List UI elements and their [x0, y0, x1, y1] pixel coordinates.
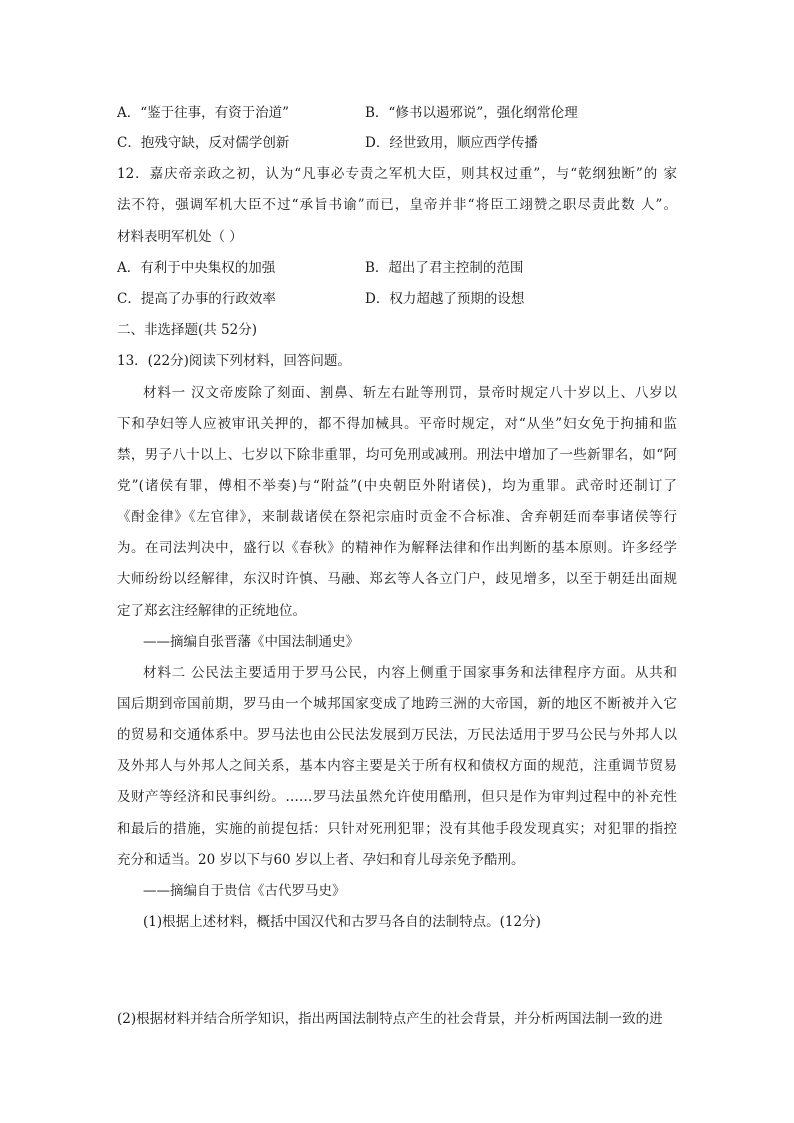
material2-line-1: 材料二 公民法主要适用于罗马公民，内容上侧重于国家事务和法律程序方面。从共和 [143, 665, 677, 681]
q11-option-d: D．经世致用，顺应西学传播 [365, 135, 538, 151]
material2-line-2: 国后期到帝国前期，罗马由一个城邦国家变成了地跨三洲的大帝国，新的地区不断被并入它 [117, 696, 677, 712]
q12-option-b: B．超出了君主控制的范围 [365, 260, 524, 276]
material2-line-7: 充分和适当。20 岁以下与60 岁以上者、孕妇和育儿母亲免予酷刑。 [117, 852, 525, 868]
material1-line-1: 材料一 汉文帝废除了刻面、割鼻、斩左右趾等刑罚，景帝时规定八十岁以上、八岁以 [143, 385, 677, 401]
material1-line-5: 《酎金律》《左官律》，来制裁诸侯在祭祀宗庙时贡金不合标准、舍弃朝廷而奉事诸侯等行 [117, 509, 677, 525]
q12-option-a: A．有利于中央集权的加强 [117, 260, 276, 276]
section-title: 二、非选择题(共 52分) [117, 322, 258, 338]
q12-stem-line-2: 法不符，强调军机大臣不过“承旨书谕”而已，皇帝并非“将臣工翊赞之职尽责此数 人”。 [117, 197, 677, 213]
q12-stem-line-3: 材料表明军机处（ ） [117, 229, 243, 245]
q11-option-a: A．“鉴于往事，有资于治道” [117, 105, 290, 121]
q11-option-c: C．抱残守缺，反对儒学创新 [117, 135, 290, 151]
material1-line-6: 为。在司法判决中，盛行以《春秋》的精神作为解释法律和作出判断的基本原则。许多经学 [117, 540, 677, 556]
q12-stem-line-1: 12．嘉庆帝亲政之初，认为“凡事必专责之军机大臣，则其权过重”，与“乾纲独断”的 家 [117, 166, 677, 182]
material1-line-8: 定了郑玄注经解律的正统地位。 [117, 603, 306, 619]
material2-line-4: 及外邦人与外邦人之间关系，基本内容主要是关于所有权和债权方面的规范，注重调节贸易 [117, 758, 677, 774]
sub-question-1: (1)根据上述材料，概括中国汉代和古罗马各自的法制特点。(12分) [143, 914, 541, 930]
q12-option-d: D．权力超越了预期的设想 [365, 291, 525, 307]
q11-option-b: B．“修书以遏邪说”，强化纲常伦理 [365, 105, 578, 121]
material1-line-3: 禁，男子八十以上、七岁以下除非重罪，均可免刑或减刑。刑法中增加了一些新罪名，如“阿 [117, 447, 677, 463]
material2-line-5: 及财产等经济和民事纠纷。……罗马法虽然允许使用酷刑，但只是作为审判过程中的补充性 [117, 789, 677, 805]
material2-line-6: 和最后的措施，实施的前提包括：只针对死刑犯罪；没有其他手段发现真实；对犯罪的指控 [117, 821, 677, 837]
material1-line-2: 下和孕妇等人应被审讯关押的，都不得加械具。平帝时规定，对“从坐”妇女免于拘捕和监 [117, 416, 677, 432]
source-citation-1: ——摘编自张晋藩《中国法制通史》 [143, 634, 359, 650]
material2-line-3: 的贸易和交通体系中。罗马法也由公民法发展到万民法，万民法适用于罗马公民与外邦人以 [117, 727, 677, 743]
material1-line-7: 大师纷纷以经解律，东汉时许慎、马融、郑玄等人各立门户，歧见增多，以至于朝廷出面规 [117, 571, 677, 587]
source-citation-2: ——摘编自于贵信《古代罗马史》 [143, 883, 346, 899]
sub-question-2: (2)根据材料并结合所学知识，指出两国法制特点产生的社会背景，并分析两国法制一致的进 [117, 1011, 663, 1027]
material1-line-4: 党”(诸侯有罪，傅相不举奏)与“附益”(中央朝臣外附诸侯)，均为重罪。武帝时还制订了 [117, 478, 677, 494]
q13-stem: 13．(22分)阅读下列材料，回答问题。 [117, 353, 351, 369]
q12-option-c: C．提高了办事的行政效率 [117, 291, 276, 307]
